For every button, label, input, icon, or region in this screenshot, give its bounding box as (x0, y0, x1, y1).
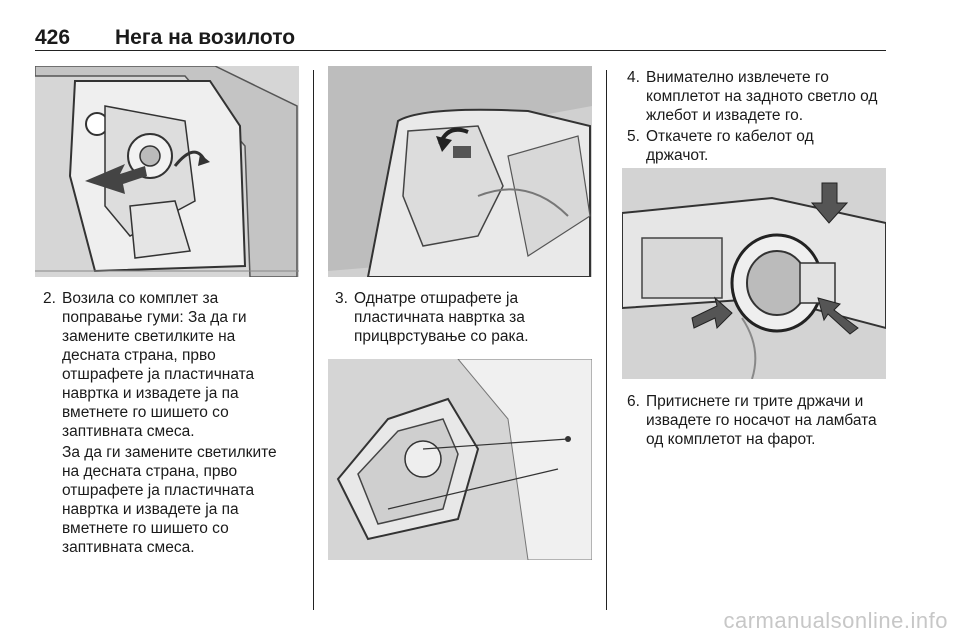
page-number: 426 (35, 26, 71, 49)
figure-tail-light-removal (328, 359, 592, 560)
column-divider-left (313, 70, 314, 610)
step-text: Возила со комплет за поправање гуми: За да ги замените светилките на десната страна, прво отшрафете ја пластичната навртка и извадете ја па вметнете го шишето со заптивната смеса. (62, 290, 255, 440)
column-divider-right (606, 70, 607, 610)
step-number: 4. (627, 69, 640, 86)
section-title: Нега на возилото (115, 26, 296, 49)
step-text: Откачете го кабелот од држачот. (646, 128, 814, 164)
step-number: 6. (627, 393, 640, 410)
step-number: 5. (627, 128, 640, 145)
step-text: Внимателно извлечете го комплетот на задното светло од жлебот и извадете го. (646, 69, 878, 124)
step-text: Однатре отшрафете ја пластичната навртка за прицврстување со рака. (354, 290, 529, 345)
figure-tail-light-trunk-panel (35, 66, 299, 277)
step-text: Притиснете ги трите држачи и извадете го носачот на ламбата од комплетот на фарот. (646, 393, 877, 448)
step-number: 2. (43, 290, 56, 307)
figure-trunk-interior-nut (328, 66, 592, 277)
page-header (35, 26, 886, 52)
figure-bulb-holder-clips (622, 168, 886, 379)
watermark: carmanualsonline.info (723, 608, 948, 633)
step-2-note: За да ги замените светилките на десната страна, прво отшрафете ја пластичната навртка и извадете ја па вметнете го шишето со заптивната смеса. (62, 444, 277, 556)
header-rule (35, 50, 886, 51)
step-number: 3. (335, 290, 348, 307)
